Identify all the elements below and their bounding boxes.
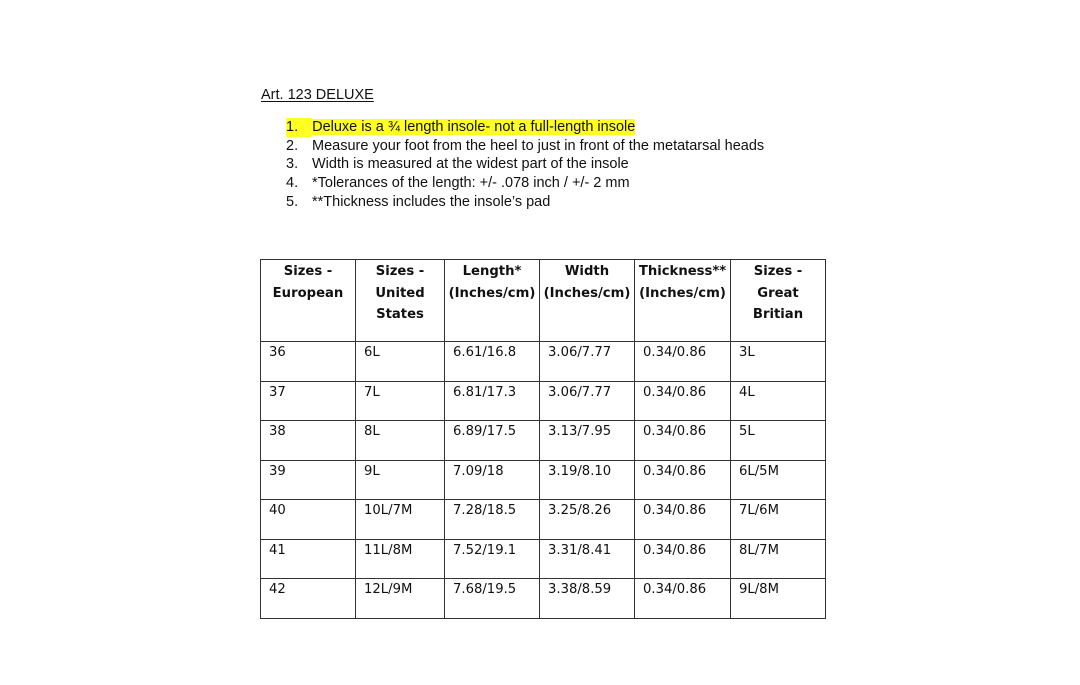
cell-european: 38: [261, 421, 356, 461]
table-header: [261, 260, 826, 342]
cell-united-states: 10L/7M: [356, 500, 445, 540]
note-number: 5.: [286, 193, 299, 210]
notes-list: [286, 118, 764, 211]
cell-great-britain: 5L: [731, 421, 826, 461]
header-line: European: [272, 285, 344, 301]
cell-length: 6.81/17.3: [445, 381, 540, 421]
header-line: (Inches/cm): [448, 285, 536, 301]
table-row: [261, 579, 826, 619]
note-text: Measure your foot from the heel to just in front of the metatarsal heads: [312, 137, 765, 154]
note-number: 2.: [286, 137, 299, 154]
header-line: (Inches/cm): [639, 285, 726, 301]
cell-width: 3.31/8.41: [540, 539, 635, 579]
cell-european: 39: [261, 460, 356, 500]
cell-width: 3.06/7.77: [540, 381, 635, 421]
cell-united-states: 8L: [356, 421, 445, 461]
header-line: Thickness**: [638, 264, 727, 279]
cell-european: 42: [261, 579, 356, 619]
cell-great-britain: 9L/8M: [731, 579, 826, 619]
cell-great-britain: 7L/6M: [731, 500, 826, 540]
cell-thickness: 0.34/0.86: [635, 460, 731, 500]
cell-united-states: 11L/8M: [356, 539, 445, 579]
cell-thickness: 0.34/0.86: [635, 421, 731, 461]
header-sizes-great-britain: [731, 260, 826, 342]
document-title: Art. 123 DELUXE: [261, 87, 374, 103]
header-line: (Inches/cm): [543, 285, 631, 301]
note-text: Deluxe is a ¾ length insole- not a full-length insole: [312, 119, 636, 135]
cell-european: 41: [261, 539, 356, 579]
cell-length: 6.89/17.5: [445, 421, 540, 461]
header-line: Sizes -: [283, 264, 333, 279]
cell-length: 7.09/18: [445, 460, 540, 500]
note-number: 4.: [286, 175, 299, 192]
note-item: [286, 155, 764, 174]
cell-length: 7.52/19.1: [445, 539, 540, 579]
cell-united-states: 9L: [356, 460, 445, 500]
cell-thickness: 0.34/0.86: [635, 342, 731, 382]
cell-european: 37: [261, 381, 356, 421]
cell-united-states: 6L: [356, 342, 445, 382]
table-row: [261, 460, 826, 500]
note-item: [286, 137, 764, 156]
cell-thickness: 0.34/0.86: [635, 579, 731, 619]
header-line: United: [375, 285, 425, 301]
table-body: [261, 342, 826, 619]
cell-width: 3.38/8.59: [540, 579, 635, 619]
cell-great-britain: 4L: [731, 381, 826, 421]
header-sizes-european: [261, 260, 356, 342]
size-chart-table: [260, 259, 826, 619]
cell-width: 3.06/7.77: [540, 342, 635, 382]
header-row: [261, 260, 826, 342]
header-thickness: [635, 260, 731, 342]
header-line: Britian: [752, 307, 804, 322]
cell-great-britain: 3L: [731, 342, 826, 382]
cell-width: 3.19/8.10: [540, 460, 635, 500]
note-item: [286, 193, 764, 212]
cell-great-britain: 6L/5M: [731, 460, 826, 500]
cell-width: 3.25/8.26: [540, 500, 635, 540]
cell-thickness: 0.34/0.86: [635, 500, 731, 540]
note-number: 1.: [286, 118, 312, 137]
note-number: 3.: [286, 156, 299, 173]
cell-length: 7.68/19.5: [445, 579, 540, 619]
table-row: [261, 539, 826, 579]
header-width: [540, 260, 635, 342]
table-row: [261, 342, 826, 382]
cell-united-states: 12L/9M: [356, 579, 445, 619]
header-line: Length*: [462, 264, 522, 279]
header-length: [445, 260, 540, 342]
cell-great-britain: 8L/7M: [731, 539, 826, 579]
cell-length: 7.28/18.5: [445, 500, 540, 540]
header-line: Width: [564, 264, 610, 279]
note-item: [286, 174, 764, 193]
note-text: Width is measured at the widest part of the insole: [312, 156, 629, 173]
header-sizes-united-states: [356, 260, 445, 342]
cell-length: 6.61/16.8: [445, 342, 540, 382]
cell-thickness: 0.34/0.86: [635, 381, 731, 421]
note-text: *Tolerances of the length: +/- .078 inch / +/- 2 mm: [312, 175, 630, 192]
header-line: States: [376, 307, 424, 322]
table-row: [261, 500, 826, 540]
cell-thickness: 0.34/0.86: [635, 539, 731, 579]
table-row: [261, 421, 826, 461]
table-row: [261, 381, 826, 421]
cell-european: 40: [261, 500, 356, 540]
header-line: Sizes - Great: [753, 264, 803, 301]
cell-width: 3.13/7.95: [540, 421, 635, 461]
cell-united-states: 7L: [356, 381, 445, 421]
cell-european: 36: [261, 342, 356, 382]
header-line: Sizes -: [375, 264, 425, 279]
note-item: [286, 118, 764, 137]
note-text: **Thickness includes the insole’s pad: [312, 193, 551, 210]
